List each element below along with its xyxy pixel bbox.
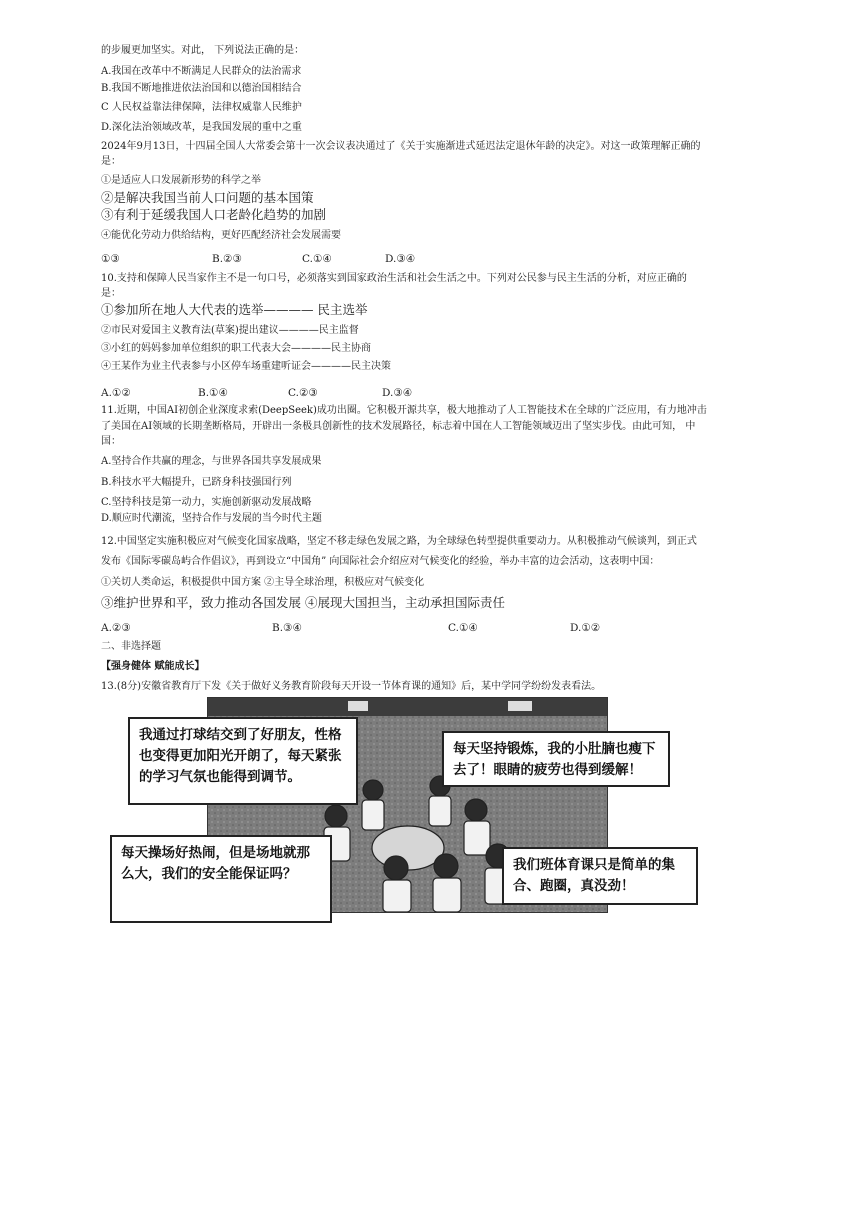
q12-choice-b: B.③④ <box>272 622 302 634</box>
q9-choice-b: B.②③ <box>212 253 242 265</box>
q10-choice-d: D.③④ <box>382 387 413 399</box>
q8-option-d: D.深化法治领域改革，是我国发展的重中之重 <box>101 122 302 133</box>
q10-item-3: ③小红的妈妈参加单位组织的职工代表大会————民主协商 <box>101 343 371 354</box>
q8-stem-tail: 的步履更加坚实。对此， 下列说法正确的是： <box>101 45 305 56</box>
q9-stem-line1: 2024年9月13日，十四届全国人大常委会第十一次会议表决通过了《关于实施渐进式延迟法定退休年龄的决定》。对这一政策理解正确的 <box>101 141 701 152</box>
q9-choice-d: D.③④ <box>385 253 416 265</box>
q10-item-1: ①参加所在地人大代表的选举———— 民主选举 <box>101 302 368 317</box>
q9-choice-a: ①③ <box>101 253 120 265</box>
q11-stem-line3: 国： <box>101 436 121 447</box>
q12-choice-d: D.①② <box>570 622 601 634</box>
q10-item-2: ②市民对爱国主义教育法(草案)提出建议————民主监督 <box>101 325 359 336</box>
q10-stem-line1: 10.支持和保障人民当家作主不是一句口号，必须落实到国家政治生活和社会生活之中。下列对公民参与民主生活的分析，对应正确的 <box>101 273 687 284</box>
q11-option-d: D.顺应时代潮流，坚持合作与发展的当今时代主题 <box>101 513 322 524</box>
q8-option-b: B.我国不断地推进依法治国和以德治国相结合 <box>101 83 302 94</box>
q8-option-c: C 人民权益靠法律保障，法律权威靠人民维护 <box>101 102 302 113</box>
q11-option-b: B.科技水平大幅提升，已跻身科技强国行列 <box>101 477 292 488</box>
q10-item-4: ④王某作为业主代表参与小区停车场重建听证会————民主决策 <box>101 361 391 372</box>
q8-option-a: A.我国在改革中不断满足人民群众的法治需求 <box>101 66 302 77</box>
q9-item-4: ④能优化劳动力供给结构，更好匹配经济社会发展需要 <box>101 230 341 241</box>
q11-stem-line1: 11.近期，中国AI初创企业深度求索(DeepSeek)成功出圈。它积极开源共享，极大地推动了人工智能技术在全球的广泛应用，有力地冲击 <box>101 405 707 416</box>
q9-item-2: ②是解决我国当前人口问题的基本国策 <box>101 190 314 205</box>
q10-choice-c: C.②③ <box>288 387 318 399</box>
q9-item-3: ③有利于延缓我国人口老龄化趋势的加剧 <box>101 207 327 222</box>
q12-items-line1: ①关切人类命运，积极提供中国方案 ②主导全球治理，积极应对气候变化 <box>101 577 425 588</box>
section-subtitle: 【强身健体 赋能成长】 <box>101 661 205 672</box>
q9-stem-line2: 是： <box>101 156 121 167</box>
q9-choice-c: C.①④ <box>302 253 332 265</box>
q13-illustration <box>108 697 704 929</box>
q12-items-line2: ③维护世界和平，致力推动各国发展 ④展现大国担当，主动承担国际责任 <box>101 595 505 610</box>
q13-stem: 13.(8分)安徽省教育厅下发《关于做好义务教育阶段每天开设一节体育课的通知》后，某中学同学纷纷发表看法。 <box>101 681 602 692</box>
speech-bubble-3: 每天操场好热闹，但是场地就那么大，我们的安全能保证吗？ <box>110 835 332 923</box>
section-title: 二、非选择题 <box>101 641 161 652</box>
q9-item-1: ①是适应人口发展新形势的科学之举 <box>101 175 261 186</box>
q11-option-a: A.坚持合作共赢的理念，与世界各国共享发展成果 <box>101 456 322 467</box>
speech-bubble-4: 我们班体育课只是简单的集合、跑圈，真没劲！ <box>502 847 698 905</box>
q12-choice-c: C.①④ <box>448 622 478 634</box>
speech-bubble-1: 我通过打球结交到了好朋友，性格也变得更加阳光开朗了，每天紧张的学习气氛也能得到调节。 <box>128 717 358 805</box>
q10-stem-line2: 是： <box>101 288 121 299</box>
q11-stem-line2: 了美国在AI领域的长期垄断格局，开辟出一条极具创新性的技术发展路径，标志着中国在人工智能领域迈出了坚实步伐。由此可知， 中 <box>101 421 696 432</box>
q11-option-c: C.坚持科技是第一动力，实施创新驱动发展战略 <box>101 497 312 508</box>
q10-choice-a: A.①② <box>101 387 131 399</box>
speech-bubble-2: 每天坚持锻炼，我的小肚腩也瘦下去了！眼睛的疲劳也得到缓解！ <box>442 731 670 787</box>
q12-choice-a: A.②③ <box>101 622 131 634</box>
q10-choice-b: B.①④ <box>198 387 228 399</box>
q12-stem-line2: 发布《国际零碳岛屿合作倡议》，再到设立“中国角” 向国际社会介绍应对气候变化的经验，举办丰富的边会活动，这表明中国： <box>101 556 660 567</box>
q12-stem-line1: 12.中国坚定实施积极应对气候变化国家战略，坚定不移走绿色发展之路，为全球绿色转型提供重要动力。从积极推动气候谈判，到正式 <box>101 536 697 547</box>
